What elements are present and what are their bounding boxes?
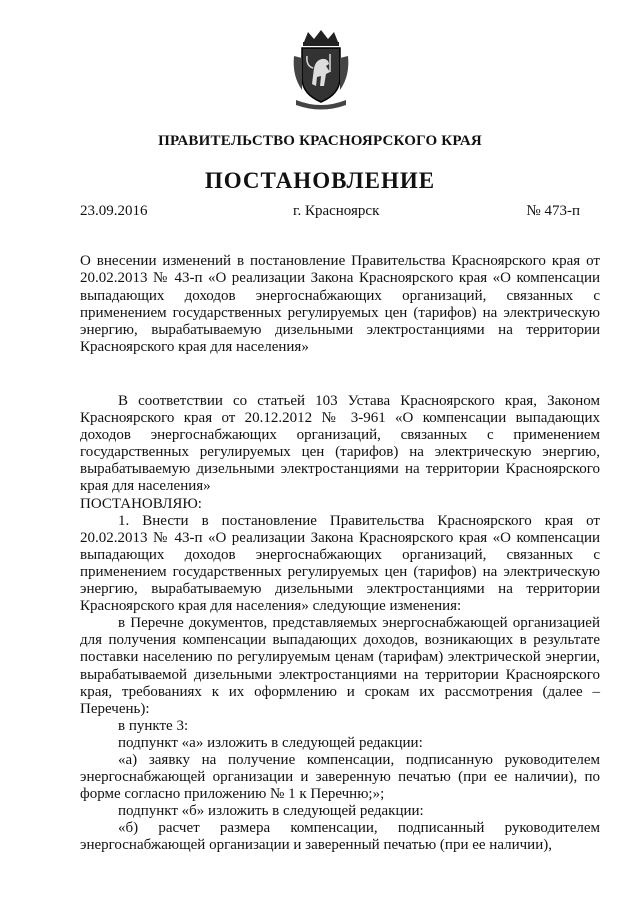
paragraph-point-3: в пункте 3: — [118, 717, 189, 734]
document-date: 23.09.2016 — [80, 203, 148, 219]
government-name: ПРАВИТЕЛЬСТВО КРАСНОЯРСКОГО КРАЯ — [158, 133, 482, 149]
paragraph-preamble: В соответствии со статьей 103 Устава Красноярского края, Законом Красноярского края от 20.12.2012 № 3-961 «О компенсации выпадающих доходов энергоснабжающих организаций, связанных с применением государственных регулируемых цен (тарифов) на электрическую энергию, вырабатываемую дизельными электростанциями на территории Красноярского края для населения» — [80, 393, 600, 495]
decree-word: ПОСТАНОВЛЯЮ: — [80, 495, 202, 512]
paragraph-list-changes: в Перечне документов, представляемых энергоснабжающей организацией для получения компенсации выпадающих доходов, возникающих в результате поставки населению по регулируемым ценам (тарифам) электрической энергии, вырабатываемой дизельными электростанциями на территории Красноярского края, требованиях к их оформлению и срокам их рассмотрения (далее – Перечень): — [80, 615, 600, 717]
document-body — [80, 393, 600, 855]
paragraph-subpoint-b-text: «б) расчет размера компенсации, подписанный руководителем энергоснабжающей организации и заверенный печатью (при ее наличии), — [80, 820, 600, 854]
document-number: № 473-п — [526, 203, 580, 219]
paragraph-subpoint-a-text: «а) заявку на получение компенсации, подписанную руководителем энергоснабжающей организации и заверенную печатью (при ее наличии), по форме согласно приложению № 1 к Перечню;»; — [80, 751, 600, 803]
paragraph-item-1: 1. Внести в постановление Правительства Красноярского края от 20.02.2013 № 43-п «О реализации Закона Красноярского края «О компенсации выпадающих доходов энергоснабжающих организаций, связанных с применением государственных регулируемых цен (тарифов) на электрическую энергию, вырабатываемую дизельными электростанциями на территории Красноярского края для населения» следующие изменения: — [80, 512, 600, 615]
document-type: ПОСТАНОВЛЕНИЕ — [204, 168, 436, 193]
document-city: г. Красноярск — [293, 203, 380, 219]
paragraph-subpoint-b-intro: подпункт «б» изложить в следующей редакции: — [118, 803, 424, 820]
coat-of-arms-icon — [290, 28, 352, 110]
paragraph-subpoint-a-intro: подпункт «а» изложить в следующей редакции: — [118, 734, 423, 751]
document-subject: О внесении изменений в постановление Правительства Красноярского края от 20.02.2013 № 43-п «О реализации Закона Красноярского края «О компенсации выпадающих доходов энергоснабжающих организаций, связанных с применением государственных регулируемых цен (тарифов) на электрическую энергию, вырабатываемую дизельными электростанциями на территории Красноярского края для населения» — [80, 253, 600, 356]
